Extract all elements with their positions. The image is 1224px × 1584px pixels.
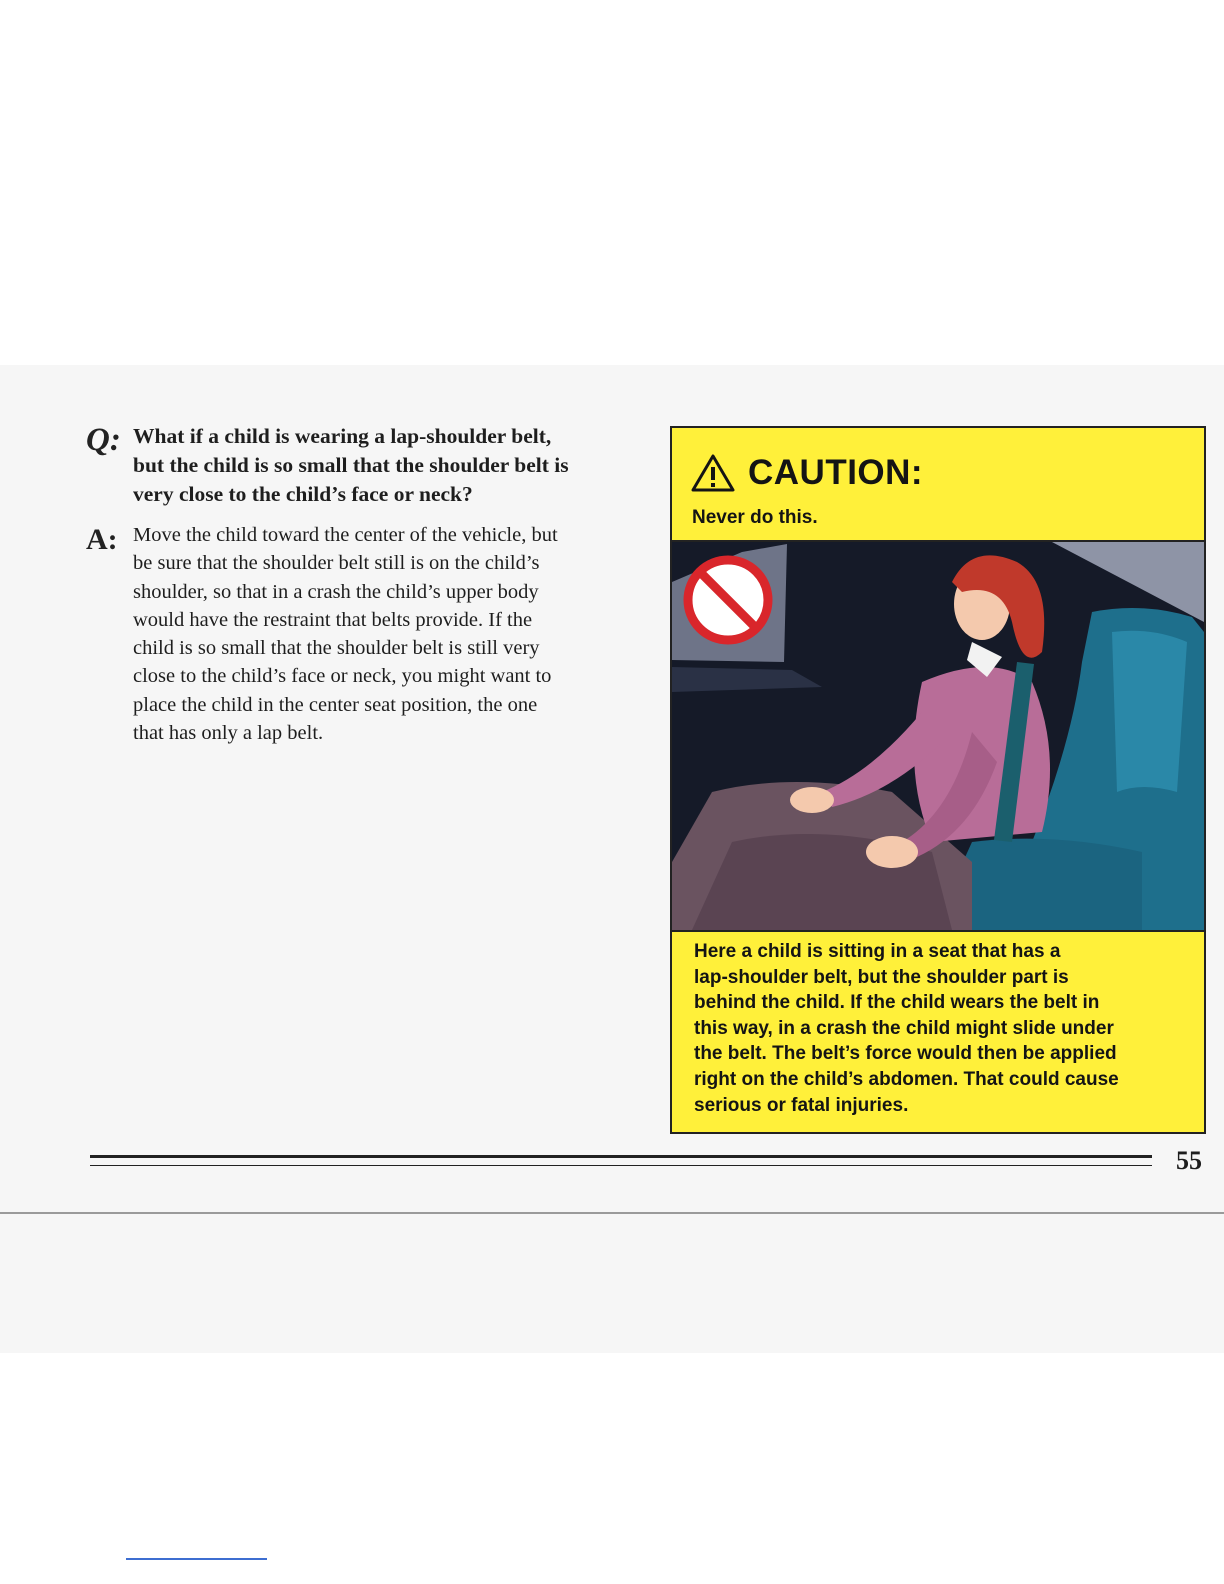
caution-line: the belt. The belt’s force would then be applied — [694, 1043, 1117, 1065]
caution-subtitle: Never do this. — [692, 507, 818, 528]
illustration-art — [672, 542, 1204, 930]
prohibited-sign-icon — [688, 560, 768, 640]
question-marker: Q: — [86, 422, 121, 458]
footer-rule — [90, 1155, 1152, 1158]
answer-line: place the child in the center seat position, the one — [133, 693, 538, 716]
caution-line: behind the child. If the child wears the belt in — [694, 992, 1100, 1014]
warning-triangle-icon — [690, 453, 736, 493]
answer-line: be sure that the shoulder belt still is on the child’s — [133, 552, 540, 575]
answer-block — [86, 521, 646, 747]
caution-line: right on the child’s abdomen. That could cause — [694, 1068, 1119, 1090]
link-underline — [126, 1558, 267, 1560]
page-number: 55 — [1176, 1146, 1202, 1175]
caution-body-text — [694, 939, 1192, 1118]
question-text — [133, 422, 646, 509]
answer-line: child is so small that the shoulder belt is still very — [133, 637, 540, 660]
caution-box — [670, 426, 1206, 1134]
caution-line: this way, in a crash the child might slide under — [694, 1017, 1114, 1039]
footer-rule-thin — [90, 1165, 1152, 1166]
question-line: very close to the child’s face or neck? — [133, 482, 473, 506]
caution-line: lap-shoulder belt, but the shoulder part is — [694, 966, 1069, 988]
question-line: but the child is so small that the shoulder belt is — [133, 453, 569, 477]
caution-line: Here a child is sitting in a seat that has a — [694, 941, 1061, 962]
scan-edge-line — [0, 1212, 1224, 1214]
child-seatbelt-illustration — [672, 540, 1204, 932]
caution-line: serious or fatal injuries. — [694, 1094, 909, 1116]
answer-line: shoulder, so that in a crash the child’s upper body — [133, 580, 539, 603]
caution-header — [690, 453, 923, 493]
answer-text — [133, 521, 646, 747]
answer-line: that has only a lap belt. — [133, 722, 324, 745]
question-block — [86, 422, 646, 509]
answer-marker: A: — [86, 523, 118, 556]
caution-title: CAUTION: — [748, 453, 924, 492]
answer-line: close to the child’s face or neck, you might want to — [133, 665, 552, 688]
answer-line: Move the child toward the center of the vehicle, but — [133, 524, 558, 546]
answer-line: would have the restraint that belts provide. If the — [133, 608, 533, 631]
question-line: What if a child is wearing a lap-shoulder belt, — [133, 424, 552, 448]
